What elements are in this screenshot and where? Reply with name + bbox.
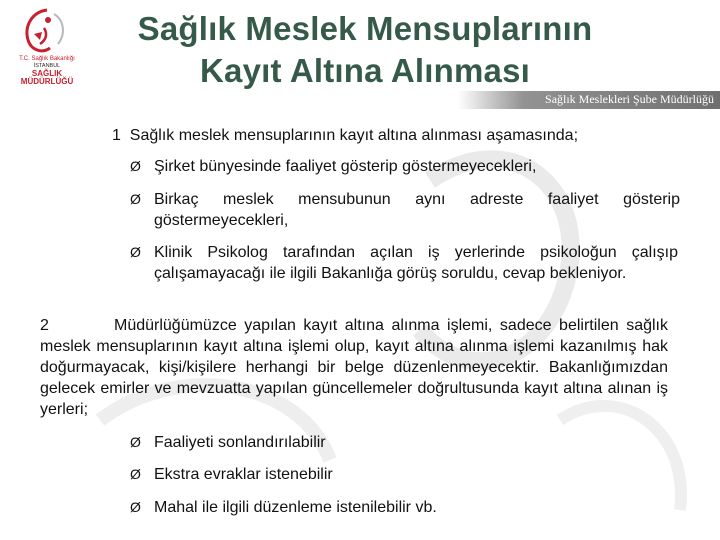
logo-line-directorate: MÜDÜRLÜĞÜ (20, 77, 74, 86)
bullet-item (130, 497, 670, 518)
logo-caption (6, 56, 88, 86)
arrow-bullet-icon: Ø (130, 158, 141, 174)
logo-line-ministry: T.C. Sağlık Bakanlığı (19, 56, 75, 62)
bullet-text: Mahal ile ilgili düzenleme istenilebilir vb. (154, 499, 437, 516)
bullet-text: Şirket bünyesinde faaliyet gösterip göstermeyecekleri, (154, 158, 537, 175)
list-item-1 (112, 126, 672, 146)
bullet-item (130, 189, 680, 231)
bullet-item (130, 432, 670, 453)
item-text: Sağlık meslek mensuplarının kayıt altına alınması aşamasında; (129, 127, 579, 144)
arrow-bullet-icon: Ø (130, 434, 141, 450)
bullet-text: Birkaç meslek mensubunun aynı adreste faaliyet gösterip göstermeyecekleri, (154, 191, 680, 229)
item-text: Müdürlüğümüzce yapılan kayıt altına alınma işlemi, sadece belirtilen sağlık meslek mensuplarının kayıt altına işlemi olup, kayıt altına alınma işlemi kazanılmış hak doğurmayacak, kişi/kişilere herhangi bir belge düzenlenmeyecektir. Bakanlığımızdan gelecek emirler ve mevzuatta yapılan güncellemeler doğrultusunda kayıt altına alınan iş yerleri; (40, 317, 668, 418)
arrow-bullet-icon: Ø (130, 244, 141, 260)
arrow-bullet-icon: Ø (130, 499, 141, 515)
page-title (100, 8, 630, 92)
arrow-bullet-icon: Ø (130, 191, 141, 207)
bullet-item (130, 242, 678, 284)
title-line-2: Kayıt Altına Alınması (200, 52, 530, 89)
item-number: 1 (112, 127, 121, 144)
bullet-text: Faaliyeti sonlandırılabilir (154, 434, 326, 451)
title-line-1: Sağlık Meslek Mensuplarının (137, 10, 593, 47)
bullet-item (130, 156, 678, 177)
logo-line-health: SAĞLIK (31, 69, 63, 78)
list-item-2 (40, 315, 668, 420)
bullet-item (130, 464, 670, 485)
arrow-bullet-icon: Ø (130, 466, 141, 482)
item-number: 2 (40, 317, 49, 334)
bullet-text: Klinik Psikolog tarafından açılan iş yerlerinde psikoloğun çalışıp çalışamayacağı ile ilgili Bakanlığa görüş soruldu, cevap bekleniyor. (154, 244, 678, 282)
subtitle-bar (458, 91, 720, 109)
bullet-text: Ekstra evraklar istenebilir (154, 466, 333, 483)
subtitle-text: Sağlık Meslekleri Şube Müdürlüğü (545, 92, 714, 106)
logo-line-city: İSTANBUL (33, 63, 61, 69)
